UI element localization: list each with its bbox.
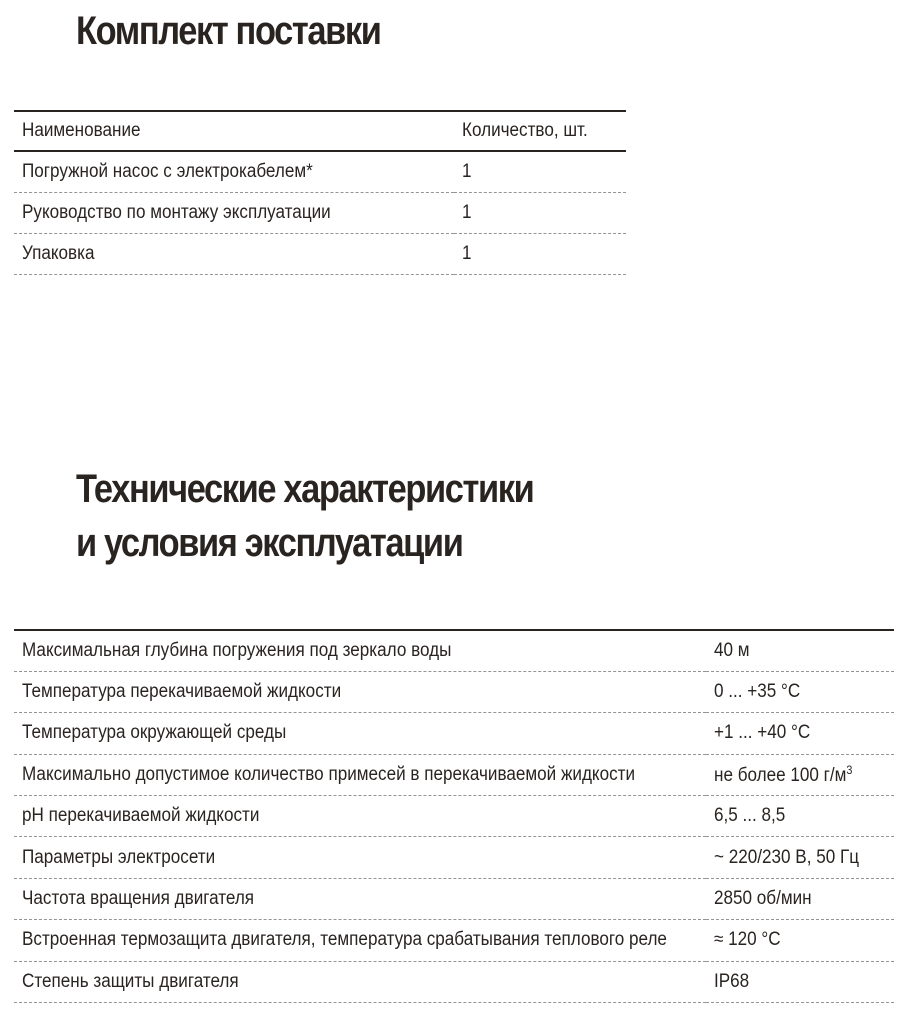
section-title-specifications xyxy=(76,462,533,570)
spec-parameter: Максимально допустимое количество примесей в перекачиваемой жидкости xyxy=(14,754,706,795)
spec-value: ≈ 120 °С xyxy=(706,920,894,961)
item-name: Погружной насос с электрокабелем* xyxy=(14,151,454,192)
table-header-row xyxy=(14,111,626,151)
section-title-delivery: Комплект поставки xyxy=(76,9,381,53)
title-line-1: Технические характеристики xyxy=(76,467,534,511)
item-quantity: 1 xyxy=(454,151,626,192)
column-header-quantity: Количество, шт. xyxy=(454,111,626,151)
spec-value: 0 ... +35 °С xyxy=(706,671,894,712)
table-row xyxy=(14,713,894,754)
item-name: Руководство по монтажу эксплуатации xyxy=(14,192,454,233)
title-line-2: и условия эксплуатации xyxy=(76,521,463,565)
table-row xyxy=(14,837,894,878)
spec-parameter: pH перекачиваемой жидкости xyxy=(14,796,706,837)
item-name: Упаковка xyxy=(14,233,454,274)
table-row xyxy=(14,151,626,192)
specifications-table xyxy=(14,629,894,1003)
spec-parameter: Параметры электросети xyxy=(14,837,706,878)
spec-parameter: Встроенная термозащита двигателя, температура срабатывания теплового реле xyxy=(14,920,706,961)
spec-value: ~ 220/230 В, 50 Гц xyxy=(706,837,894,878)
table-row xyxy=(14,796,894,837)
table-row xyxy=(14,878,894,919)
spec-value: +1 ... +40 °С xyxy=(706,713,894,754)
spec-parameter: Температура перекачиваемой жидкости xyxy=(14,671,706,712)
table-row xyxy=(14,920,894,961)
table-row xyxy=(14,192,626,233)
item-quantity: 1 xyxy=(454,233,626,274)
spec-value: 40 м xyxy=(706,630,894,671)
table-row xyxy=(14,630,894,671)
spec-value: не более 100 $г/м^3$ xyxy=(706,754,894,795)
spec-value: IP68 xyxy=(706,961,894,1002)
delivery-set-table xyxy=(14,110,626,275)
column-header-name: Наименование xyxy=(14,111,454,151)
table-row xyxy=(14,671,894,712)
spec-parameter: Температура окружающей среды xyxy=(14,713,706,754)
spec-value: 2850 об/мин xyxy=(706,878,894,919)
spec-value: 6,5 ... 8,5 xyxy=(706,796,894,837)
spec-parameter: Максимальная глубина погружения под зеркало воды xyxy=(14,630,706,671)
table-row xyxy=(14,233,626,274)
spec-parameter: Степень защиты двигателя xyxy=(14,961,706,1002)
item-quantity: 1 xyxy=(454,192,626,233)
table-row xyxy=(14,961,894,1002)
spec-parameter: Частота вращения двигателя xyxy=(14,878,706,919)
superscript-exponent: 3 xyxy=(846,762,853,777)
table-row xyxy=(14,754,894,795)
